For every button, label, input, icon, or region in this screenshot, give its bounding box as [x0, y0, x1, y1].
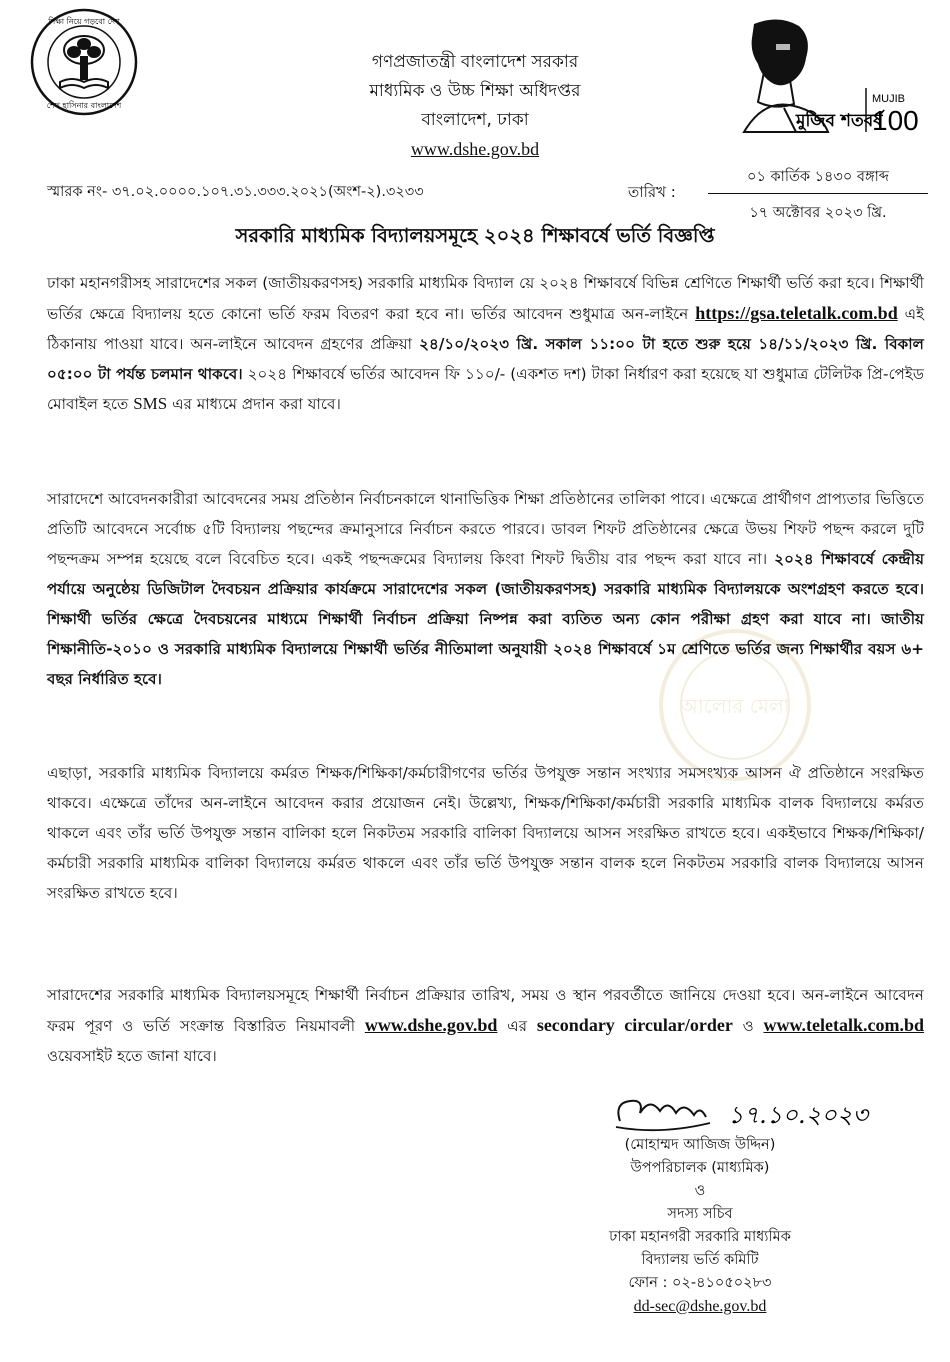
logo-text-top: শিক্ষা নিয়ে গড়বো দেশ [48, 17, 120, 26]
p1-bold-dates: ২৪/১০/২০২৩ খ্রি. সকাল ১১:০০ টা হতে শুরু হয়ে ১৪/১১/২০২৩ খ্রি. বিকাল ০৫:০০ টা পর্যন্ত চলমান থাকবে। [47, 335, 924, 383]
signatory-and: ও [694, 1183, 706, 1199]
p1-text-a: ঢাকা মহানগরীসহ সারাদেশের সকল (জাতীয়করণসহ) সরকারি মাধ্যমিক বিদ্যাল য়ে ২০২৪ শিক্ষাবর্ষে বিভিন্ন শ্রেণিতে শিক্ষার্থী ভর্তি করা হবে। শিক্ষার্থী ভর্তির ক্ষেত্রে বিদ্যালয় হতে কোনো ভর্তি ফরম বিতরণ করা হবে না। ভর্তির আবেদন শুধুমাত্র অন-লাইনে [47, 274, 924, 323]
mujib-centenary-logo [724, 14, 924, 134]
paragraph-4 [47, 980, 924, 1071]
header-line-1: গণপ্রজাতন্ত্রী বাংলাদেশ সরকার [371, 52, 579, 72]
education-board-logo [28, 6, 140, 118]
p2-bold-text: ২০২৪ শিক্ষাবর্ষে কেন্দ্রীয় পর্যায়ে অনুষ্ঠেয় ডিজিটাল দৈবচয়ন প্রক্রিয়ার কার্যক্রমে সারাদেশের সকল (জাতীয়করণসহ) সরকারি মাধ্যমিক বিদ্যালয়কে অংশগ্রহণ করতে হবে। শিক্ষার্থী ভর্তির ক্ষেত্রে দৈবচয়নের মাধ্যমে শিক্ষার্থী নির্বাচন প্রক্রিয়া নিষ্পন্ন করা ব্যতিত অন্য কোন পরীক্ষা গ্রহণ করা যাবে না। জাতীয় শিক্ষানীতি-২০১০ ও সরকারি মাধ্যমিক বিদ্যালয়ে শিক্ষার্থী ভর্তির নীতিমালা অনুযায়ী ২০২৪ শিক্ষাবর্ষে ১ম শ্রেণিতে ভর্তির জন্য শিক্ষার্থীর বয়স ৬+ বছর নির্ধারিত হবে। [47, 550, 925, 688]
signature-block [520, 1134, 880, 1319]
header-line-3: বাংলাদেশ, ঢাকা [421, 110, 529, 130]
signatory-designation: উপপরিচালক (মাধ্যমিক) [630, 1160, 770, 1176]
email-link[interactable]: dd-sec@dshe.gov.bd [633, 1298, 767, 1315]
date-label: তারিখ : [628, 183, 676, 201]
paragraph-1 [47, 268, 924, 419]
gsa-teletalk-link[interactable]: https://gsa.teletalk.com.bd [695, 303, 898, 323]
committee-line-2: বিদ্যালয় ভর্তি কমিটি [641, 1252, 759, 1268]
mujib-100-text: 100 [872, 105, 919, 134]
notice-title: সরকারি মাধ্যমিক বিদ্যালয়সমূহে ২০২৪ শিক্ষাবর্ষে ভর্তি বিজ্ঞপ্তি [235, 224, 715, 247]
website-link[interactable]: www.dshe.gov.bd [410, 139, 540, 159]
phone-number: ফোন : ০২-৪১০৫০২৮৩ [628, 1275, 772, 1291]
p1-text-b: এই ঠিকানায় পাওয়া যাবে। অন-লাইনে আবেদন গ্রহণের প্রক্রিয়া [47, 305, 925, 353]
p4-text-c: ও [742, 1017, 754, 1035]
header-line-2: মাধ্যমিক ও উচ্চ শিক্ষা অধিদপ্তর [369, 81, 581, 101]
sms-text: SMS [133, 394, 168, 413]
mujib-english-text: MUJIB [872, 93, 905, 105]
dshe-website-link[interactable]: www.dshe.gov.bd [364, 1015, 498, 1035]
mujib-bangla-text: মুজিব শতবর্ষ [796, 111, 883, 131]
date-block [628, 166, 928, 226]
circular-order-text: secondary circular/order [536, 1015, 733, 1035]
signatory-role: সদস্য সচিব [667, 1206, 733, 1222]
logo-text-bottom: শেখ হাসিনার বাংলাদেশ [46, 101, 122, 110]
paragraph-3: এছাড়া, সরকারি মাধ্যমিক বিদ্যালয়ে কর্মরত শিক্ষক/শিক্ষিকা/কর্মচারীগণের ভর্তির উপযুক্ত সন্তান সংখ্যার সমসংখ্যক আসন ঐ প্রতিষ্ঠানে সংরক্ষিত থাকবে। এক্ষেত্রে তাঁদের অন-লাইনে আবেদন করার প্রয়োজন নেই। উল্লেখ্য, শিক্ষক/শিক্ষিকা/কর্মচারী সরকারি মাধ্যমিক বালক বিদ্যালয়ে কর্মরত থাকলে এবং তাঁর ভর্তি উপযুক্ত সন্তান বালিকা হলে নিকটতম সরকারি বালিকা বিদ্যালয়ে আসন সংরক্ষিত রাখতে হবে। একইভাবে শিক্ষক/শিক্ষিকা/কর্মচারী সরকারি মাধ্যমিক বালিকা বিদ্যালয়ে কর্মরত থাকলে এবং তাঁর ভর্তি উপযুক্ত সন্তান বালক হলে নিকটতম সরকারি বালক বিদ্যালয়ে আসন সংরক্ষিত রাখতে হবে। [47, 764, 924, 902]
memo-number: স্মারক নং- ৩৭.০২.০০০০.১০৭.৩১.৩৩৩.২০২১(অংশ-২).৩২৩৩ [47, 184, 424, 200]
p4-text-d: ওয়েবসাইট হতে জানা যাবে। [47, 1047, 217, 1065]
p2-text-a: সারাদেশে আবেদনকারীরা আবেদনের সময় প্রতিষ্ঠান নির্বাচনকালে থানাভিত্তিক শিক্ষা প্রতিষ্ঠানের তালিকা পাবে। এক্ষেত্রে প্রার্থীগণ প্রাপ্যতার ভিত্তিতে প্রতিটি আবেদনে সর্বোচ্চ ৫টি বিদ্যালয় পছন্দের ক্রমানুসারে নির্বাচন করতে পারবে। ডাবল শিফট প্রতিষ্ঠানের ক্ষেত্রে উভয় শিফট পছন্দ করলে দুটি পছন্দক্রম সম্পন্ন হয়েছে বলে বিবেচিত হবে। একই পছন্দক্রমের বিদ্যালয় কিংবা শিফট দ্বিতীয় বার পছন্দ করা যাবে না। [47, 490, 924, 568]
watermark-text: আলোর মেলা [680, 694, 790, 718]
p1-text-d: এর মাধ্যমে প্রদান করা যাবে। [172, 395, 341, 413]
date-english: ১৭ অক্টোবর ২০২৩ খ্রি. [749, 205, 887, 221]
p1-text-c: ২০২৪ শিক্ষাবর্ষে ভর্তির আবেদন ফি ১১০/- (একশত দশ) টাকা নির্ধারণ করা হয়েছে যা শুধুমাত্র টেলিটক প্রি-পেইড মোবাইল হতে [47, 365, 925, 413]
committee-line-1: ঢাকা মহানগরী সরকারি মাধ্যমিক [609, 1229, 791, 1245]
signature-date: ১৭.১০.২০২৩ [728, 1101, 869, 1129]
teletalk-website-link[interactable]: www.teletalk.com.bd [763, 1015, 925, 1035]
office-header [300, 48, 650, 165]
signatory-name: (মোহাম্মদ আজিজ উদ্দিন) [624, 1137, 776, 1153]
p4-text-a: সারাদেশের সরকারি মাধ্যমিক বিদ্যালয়সমূহে শিক্ষার্থী নির্বাচন প্রক্রিয়ার তারিখ, সময় ও স্থান পরবর্তীতে জানিয়ে দেওয়া হবে। অন-লাইনে আবেদন ফরম পূরণ ও ভর্তি সংক্রান্ত বিস্তারিত নিয়মাবলী [47, 986, 924, 1035]
date-bangla: ০১ কার্তিক ১৪৩০ বঙ্গাব্দ [708, 166, 928, 194]
p4-text-b: এর [507, 1017, 528, 1035]
